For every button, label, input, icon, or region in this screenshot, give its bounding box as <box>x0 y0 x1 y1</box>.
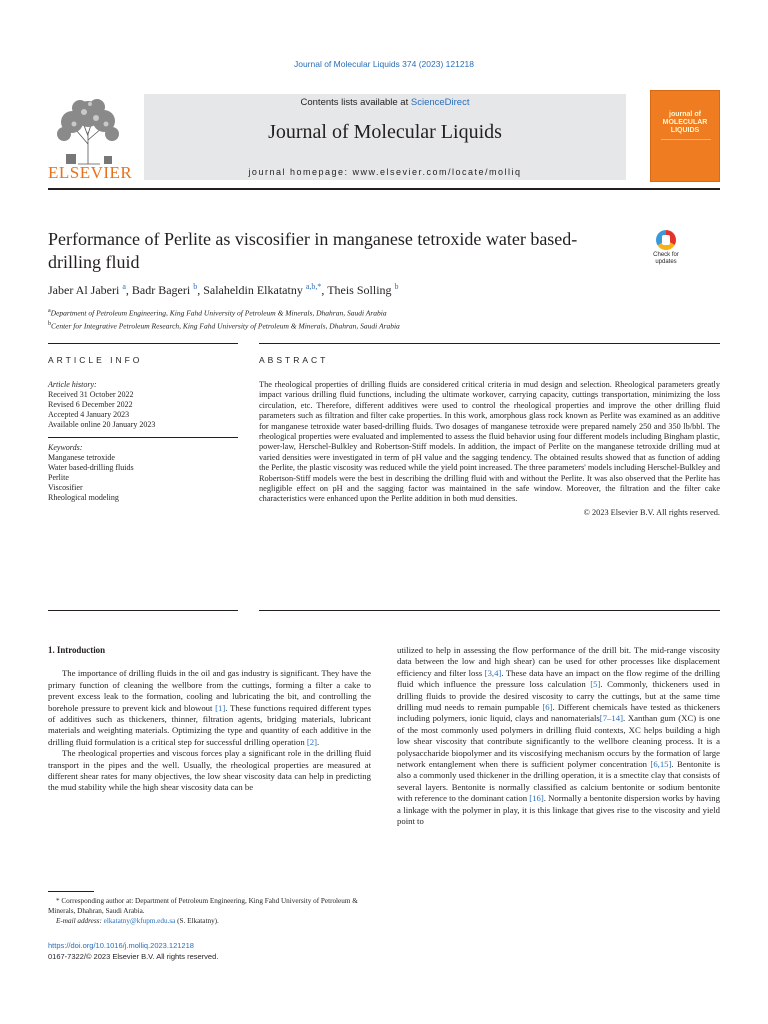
abstract-text: The rheological properties of drilling fluids are considered critical criteria in mud design and selection. Rheological parameters greatly impact various drilling fluid functions, including the ultimate workover, carrying capacity, cuttings transportation, minimizing the loss circulation, etc. Therefore, different additives were used to control the rheological properties and improve the other drilling fluid parameters such as filtration and filter cake properties. In this work, amorphous glass rock known as Perlite was examined as an additive for manganese tetroxide water based-drilling fluids. Two dosages of manganese tetroxide were prepared namely 250 and 350 lb/bbl. The rheological properties were evaluated and implemented to assess the fluid behavior using four different models including Bingham plastic, power-law, Herschel-Bulkley and Robertson-Stiff models. In addition, the impact of Perlite on the manganese tetroxide drilling mud at varied densities were investigated in term of pH value and the sagging tendency. The obtained results showed that as function of adding the Perlite, the plastic viscosity was reduced while the yield point increased. The three parameters' models including Herschel-Bulkley and Robertson-Stiff models were the best in describing the drilling fluid with and without the Perlite. It was also observed that the Perlite has negligible effect on pH and the sagging factor was maintained in the safe window. Moreover, the filtration and the filter cake characteristics were enhanced upon the Perlite addition in both mud densities. <box>259 380 720 504</box>
body-column-right <box>397 645 720 828</box>
keywords-label: Keywords: <box>48 443 83 452</box>
body-text: . Different chemicals have tested as thickeners including polymers, ionic liquid, clays and nanomaterials <box>397 702 720 724</box>
body-paragraph <box>397 645 720 828</box>
abstract-block <box>259 380 720 518</box>
issn-line: 0167-7322/© 2023 Elsevier B.V. All rights reserved. <box>48 952 219 961</box>
history-label: Article history: <box>48 380 97 389</box>
elsevier-logo[interactable] <box>48 94 133 182</box>
doi-block <box>48 940 218 962</box>
citation-link[interactable]: [7–14] <box>599 713 623 724</box>
keywords-block <box>48 437 238 503</box>
body-text: . These data have an impact on the flow regime of the drilling fluid which influence the pressure loss calculation <box>397 667 721 690</box>
article-info <box>48 380 238 503</box>
journal-cover-thumbnail[interactable] <box>650 90 720 182</box>
body-text: . Xanthan gum (XC) is one of the most commonly used polymers in drilling fluid contexts, XC helps building a high low shear viscosity that contribute significantly to the wellbore cleaning process. It is a polysaccharide biopolymer and its viscosifying mechanism occurs by the formation of large network entanglement when there is sufficient polymer concentration <box>397 713 720 770</box>
affiliation-text: Center for Integrative Petroleum Research, King Fahd University of Petroleum & Minerals, Dhahran, Saudi Arabia <box>51 321 400 330</box>
body-text: . Normally a bentonite dispersion works by having a linkage with the polymer in play, it is this linkage that gives rise to the viscosity and yield point to <box>397 793 720 827</box>
masthead-box <box>144 94 626 180</box>
email-link[interactable]: elkatatny@kfupm.edu.sa <box>103 917 176 925</box>
abstract-rule <box>259 343 720 344</box>
author-affil-sup[interactable]: b <box>394 282 399 291</box>
contents-prefix: Contents lists available at <box>300 97 411 108</box>
sciencedirect-link[interactable]: ScienceDirect <box>410 97 470 108</box>
citation-link[interactable]: [5] <box>590 679 601 690</box>
body-text: utilized to help in assessing the flow performance of the drill bit. The mid-range viscosity data between the low and high shear) can be used for other processes like displacement efficiency and filter loss <box>397 645 720 678</box>
citation-link[interactable]: [2] <box>306 736 318 747</box>
affiliation-sup: b <box>48 320 51 327</box>
author-name[interactable]: Badr Bageri <box>131 283 191 297</box>
body-column-left <box>48 645 371 794</box>
body-text: . These functions required different types of additives such as thickeners, thinner, filtration agents, bridging materials, lubricant materials and weighting materials. Optimizing the type and quantity of each additive in the drilling fluid formulation is a critical step for successful drilling operation <box>48 702 372 747</box>
author-affil-sup[interactable]: a <box>122 282 126 291</box>
crossmark-label: Check for updates <box>653 252 679 265</box>
citation-link[interactable]: [3,4] <box>484 667 502 678</box>
cover-title: journal of MOLECULAR LIQUIDS <box>662 111 708 134</box>
journal-homepage[interactable]: journal homepage: www.elsevier.com/locate/molliq <box>248 167 522 177</box>
elsevier-tree-icon <box>48 94 128 170</box>
article-info-heading: ARTICLE INFO <box>48 355 143 365</box>
history-item: Accepted 4 January 2023 <box>48 410 130 419</box>
affiliation-text: Department of Petroleum Engineering, King Fahd University of Petroleum & Minerals, Dhahran, Saudi Arabia <box>50 308 387 318</box>
affiliations <box>48 306 400 331</box>
keyword-item: Manganese tetroxide <box>48 453 115 462</box>
article-title: Performance of Perlite as viscosifier in manganese tetroxide water based-drilling fluid <box>48 229 578 272</box>
body-text: . Bentonite is also a commonly used thickener in the drilling operation, it is a smectite clay that consists of several layers. Bentonite is normally classified as calcium bentonite or sodium bentonite with reference to the dominant cation <box>397 759 720 804</box>
journal-header <box>48 90 720 184</box>
citation-link[interactable]: [1] <box>215 702 226 713</box>
footnote-rule <box>48 891 94 892</box>
elsevier-wordmark: ELSEVIER <box>48 163 133 182</box>
affiliation-item <box>48 319 400 332</box>
keyword-item: Perlite <box>48 473 69 482</box>
abstract-copyright: © 2023 Elsevier B.V. All rights reserved. <box>583 507 720 517</box>
body-text: . Commonly, thickeners used in drilling fluids to provide the desired viscosity to carry the cuttings, but at the same time drilling mud needs to remain pumpable <box>397 679 720 713</box>
journal-citation-link[interactable]: Journal of Molecular Liquids 374 (2023) 121218 <box>293 59 475 69</box>
email-line <box>48 916 371 926</box>
affiliation-sup: a <box>48 308 51 314</box>
author-name[interactable]: Theis Solling <box>327 283 392 297</box>
body-text: The importance of drilling fluids in the oil and gas industry is significant. They have the primary function of cleaning the wellbore from the cuttings, forming a filter a cake to prevent excess leak to the formation, cooling and lubricating the bit, and controlling the borehole pressure to prevent kick and blowout <box>48 668 371 713</box>
cover-decoration <box>661 139 711 169</box>
article-info-rule <box>48 343 238 344</box>
email-suffix: (S. Elkatatny). <box>175 917 219 925</box>
introduction-heading: 1. Introduction <box>48 645 106 655</box>
citation-link[interactable]: [6,15] <box>650 759 672 770</box>
history-item: Revised 6 December 2022 <box>48 400 133 409</box>
body-paragraph <box>48 668 371 748</box>
header-rule <box>48 188 720 190</box>
author-name[interactable]: Salaheldin Elkatatny <box>203 283 303 297</box>
author-list: Jaber Al Jaberi $^a$, Badr Bageri $^b$, Salaheldin Elkatatny $^{a,b,*}$, Theis Solling $^b$ <box>48 282 399 297</box>
abstract-bottom-rule <box>259 610 720 611</box>
keyword-item: Water based-drilling fluids <box>48 463 134 472</box>
doi-link[interactable]: https://doi.org/10.1016/j.molliq.2023.121218 <box>48 941 194 950</box>
contents-availability <box>144 97 626 108</box>
history-item: Available online 20 January 2023 <box>48 420 156 429</box>
keyword-item: Rheological modeling <box>48 493 119 502</box>
affiliation-item <box>48 306 400 319</box>
journal-title: Journal of Molecular Liquids <box>268 121 502 143</box>
crossmark-button[interactable] <box>648 230 684 270</box>
body-text: . <box>317 736 320 747</box>
author-name[interactable]: Jaber Al Jaberi <box>48 283 120 297</box>
author-affil-sup[interactable]: a,b,* <box>305 282 322 291</box>
author-affil-sup[interactable]: b <box>193 282 198 291</box>
citation-link[interactable]: [6] <box>542 702 553 713</box>
article-info-bottom-rule <box>48 610 238 611</box>
keyword-item: Viscosifier <box>48 483 83 492</box>
abstract-heading: ABSTRACT <box>259 355 329 365</box>
crossmark-icon <box>656 230 676 250</box>
corresponding-footnote <box>48 896 371 926</box>
email-label: E-mail address: <box>56 917 104 925</box>
citation-link[interactable]: [16] <box>529 793 544 804</box>
corresponding-author-note: * Corresponding author at: Department of Petroleum Engineering, King Fahd University of Petroleum & Minerals, Dhahran, Saudi Arabia. <box>48 897 358 915</box>
history-item: Received 31 October 2022 <box>48 390 134 399</box>
body-paragraph: The rheological properties and viscous forces play a significant role in the drilling fluid transport in the pipes and the well. Usually, the rheological properties are measured at different shear rates for many objectives, the low shear viscosity data can help in predicting the mud stability while the high shear viscosity data can be <box>48 748 371 793</box>
